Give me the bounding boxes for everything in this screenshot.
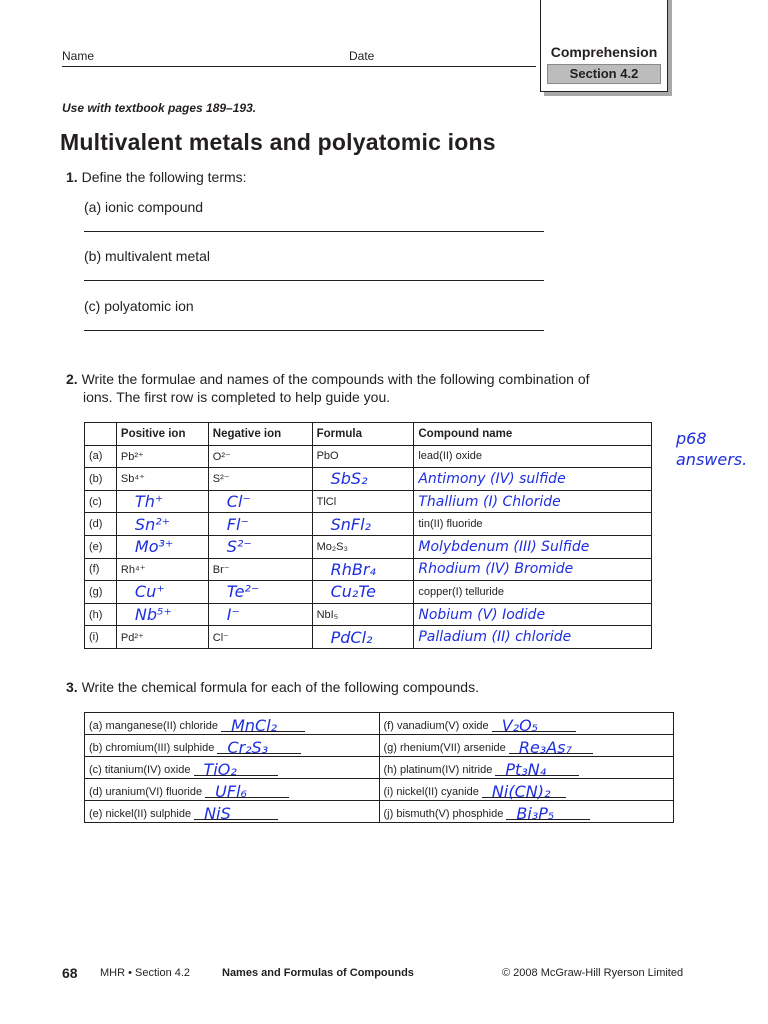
header-rule bbox=[62, 66, 536, 67]
formula-cell[interactable] bbox=[312, 558, 414, 581]
formula-answer-blank[interactable]: NiS bbox=[194, 804, 278, 820]
negative-ion-cell bbox=[208, 626, 312, 649]
negative-ion-cell[interactable] bbox=[208, 603, 312, 626]
positive-ion-cell bbox=[116, 558, 208, 581]
cell-text: (d) bbox=[89, 518, 103, 531]
section-tab bbox=[540, 0, 668, 92]
table-row bbox=[85, 801, 674, 823]
formula-answer-blank[interactable]: Pt₃N₄ bbox=[495, 760, 579, 776]
ion-table-header bbox=[85, 423, 652, 446]
margin-note-line: answers. bbox=[676, 450, 748, 469]
table-row bbox=[85, 603, 652, 626]
q2-number: 2. bbox=[66, 371, 78, 387]
formula-cell[interactable] bbox=[312, 581, 414, 604]
handwritten-answer: Antimony (IV) sulfide bbox=[418, 470, 566, 487]
cell-text: Pd²⁺ bbox=[120, 631, 144, 644]
cell-text: tin(II) fluoride bbox=[418, 518, 483, 531]
compound-name-cell bbox=[414, 581, 652, 604]
header-cell: Compound name bbox=[414, 423, 652, 446]
table-row bbox=[85, 735, 674, 757]
textbook-note: Use with textbook pages 189–193. bbox=[62, 101, 257, 115]
cell-text: (c) bbox=[89, 495, 102, 508]
formula-cell bbox=[312, 535, 414, 558]
positive-ion-cell[interactable] bbox=[116, 603, 208, 626]
row-label bbox=[85, 558, 117, 581]
compound-name-cell[interactable] bbox=[414, 535, 652, 558]
cell-text: S²⁻ bbox=[212, 473, 230, 486]
table-row bbox=[85, 445, 652, 468]
formula-answer-blank[interactable]: Cr₂S₃ bbox=[217, 738, 301, 754]
footer-copyright: © 2008 McGraw-Hill Ryerson Limited bbox=[502, 967, 684, 979]
formula-question-cell bbox=[379, 735, 674, 757]
cell-text: Br⁻ bbox=[212, 563, 230, 576]
formula-answer-blank[interactable]: Re₃As₇ bbox=[509, 738, 593, 754]
handwritten-answer: Cl⁻ bbox=[226, 492, 251, 512]
formula-answer-blank[interactable]: UFl₆ bbox=[205, 782, 289, 798]
cell-text: O²⁻ bbox=[212, 450, 231, 463]
header-cell: Negative ion bbox=[208, 423, 312, 446]
handwritten-answer: Palladium (II) chloride bbox=[418, 629, 572, 646]
table-row bbox=[85, 468, 652, 491]
page-title: Multivalent metals and polyatomic ions bbox=[60, 129, 496, 155]
negative-ion-cell bbox=[208, 445, 312, 468]
compound-name-cell[interactable] bbox=[414, 468, 652, 491]
handwritten-answer: Te²⁻ bbox=[226, 582, 260, 602]
q1-item-a: (a) ionic compound bbox=[84, 199, 204, 215]
formula-answer-blank[interactable]: V₂O₅ bbox=[492, 716, 576, 732]
date-label: Date bbox=[349, 49, 375, 63]
handwritten-answer: Cu₂Te bbox=[330, 582, 376, 602]
cell-text: NbI₅ bbox=[316, 608, 339, 621]
positive-ion-cell[interactable] bbox=[116, 581, 208, 604]
compound-label: (c) titanium(IV) oxide bbox=[89, 763, 191, 776]
negative-ion-cell[interactable] bbox=[208, 513, 312, 536]
positive-ion-cell bbox=[116, 445, 208, 468]
header-cell bbox=[85, 423, 117, 446]
q1 bbox=[66, 169, 247, 185]
compound-name-cell[interactable] bbox=[414, 490, 652, 513]
row-label bbox=[85, 445, 117, 468]
header-cell: Formula bbox=[312, 423, 414, 446]
compound-name-cell[interactable] bbox=[414, 558, 652, 581]
negative-ion-cell bbox=[208, 558, 312, 581]
cell-text: (g) bbox=[89, 585, 103, 598]
ion-table bbox=[84, 422, 652, 649]
cell-text: (f) bbox=[89, 563, 100, 576]
table-row bbox=[85, 581, 652, 604]
cell-text: (b) bbox=[89, 472, 103, 485]
page-number: 68 bbox=[62, 965, 78, 981]
handwritten-answer: Thallium (I) Chloride bbox=[418, 493, 561, 510]
formula-question-cell bbox=[85, 713, 380, 735]
handwritten-answer: Nb⁵⁺ bbox=[134, 605, 172, 625]
formula-question-cell bbox=[379, 779, 674, 801]
table-row bbox=[85, 558, 652, 581]
formula-question-cell bbox=[85, 779, 380, 801]
row-label bbox=[85, 468, 117, 491]
q1-number: 1. bbox=[66, 169, 78, 185]
handwritten-answer: RhBr₄ bbox=[330, 559, 376, 579]
header-cell: Positive ion bbox=[116, 423, 208, 446]
table-row bbox=[85, 779, 674, 801]
positive-ion-cell[interactable] bbox=[116, 535, 208, 558]
cell-text: Cl⁻ bbox=[212, 631, 229, 644]
footer-chapter: Names and Formulas of Compounds bbox=[222, 967, 414, 979]
answer-line-b[interactable] bbox=[84, 280, 544, 281]
compound-label: (a) manganese(II) chloride bbox=[89, 719, 219, 732]
table-row bbox=[85, 513, 652, 536]
compound-name-cell[interactable] bbox=[414, 603, 652, 626]
compound-label: (e) nickel(II) sulphide bbox=[89, 807, 192, 820]
q1-item-b: (b) multivalent metal bbox=[84, 248, 211, 264]
answer-line-c[interactable] bbox=[84, 330, 544, 331]
handwritten-answer: Rhodium (IV) Bromide bbox=[418, 561, 574, 578]
row-label bbox=[85, 581, 117, 604]
formula-answer-blank[interactable]: MnCl₂ bbox=[221, 716, 305, 732]
formula-question-cell bbox=[379, 801, 674, 823]
cell-text: Rh⁴⁺ bbox=[120, 563, 146, 576]
table-row bbox=[85, 535, 652, 558]
formula-question-cell bbox=[85, 757, 380, 779]
formula-cell[interactable] bbox=[312, 468, 414, 491]
compound-label: (h) platinum(IV) nitride bbox=[383, 763, 493, 776]
formula-cell bbox=[312, 445, 414, 468]
compound-label: (b) chromium(III) sulphide bbox=[89, 741, 215, 754]
row-label bbox=[85, 513, 117, 536]
positive-ion-cell bbox=[116, 626, 208, 649]
row-label bbox=[85, 626, 117, 649]
cell-text: (a) bbox=[89, 450, 103, 463]
negative-ion-cell[interactable] bbox=[208, 490, 312, 513]
formula-cell bbox=[312, 490, 414, 513]
handwritten-answer: Mo³⁺ bbox=[134, 537, 174, 557]
row-label bbox=[85, 603, 117, 626]
handwritten-answer: SbS₂ bbox=[330, 469, 368, 489]
handwritten-answer: Sn²⁺ bbox=[134, 514, 171, 534]
handwritten-answer: I⁻ bbox=[226, 605, 240, 625]
q1-prompt: Define the following terms: bbox=[81, 169, 247, 185]
compound-name-cell[interactable] bbox=[414, 626, 652, 649]
negative-ion-cell[interactable] bbox=[208, 535, 312, 558]
q2 bbox=[66, 370, 590, 406]
cell-text: copper(I) telluride bbox=[418, 585, 504, 598]
formula-question-cell bbox=[85, 801, 380, 823]
handwritten-answer: Th⁺ bbox=[134, 492, 164, 512]
formula-question-cell bbox=[85, 735, 380, 757]
compound-name-cell bbox=[414, 513, 652, 536]
q2-prompt-line1: Write the formulae and names of the compounds with the following combination of bbox=[81, 371, 590, 387]
margin-note bbox=[676, 428, 747, 470]
compound-label: (j) bismuth(V) phosphide bbox=[383, 807, 504, 820]
cell-text: Pb²⁺ bbox=[120, 450, 144, 463]
compound-label: (g) rhenium(VII) arsenide bbox=[383, 741, 506, 754]
cell-text: lead(II) oxide bbox=[418, 450, 482, 463]
q3-number: 3. bbox=[66, 679, 78, 695]
formula-table bbox=[84, 712, 674, 823]
handwritten-answer: S²⁻ bbox=[226, 537, 252, 557]
cell-text: Mo₂S₃ bbox=[316, 540, 348, 553]
cell-text: TlCl bbox=[316, 495, 337, 508]
table-row bbox=[85, 626, 652, 649]
name-label: Name bbox=[62, 49, 95, 63]
handwritten-answer: PdCl₂ bbox=[330, 627, 373, 647]
tab-title: Comprehension bbox=[550, 44, 658, 60]
compound-label: (d) uranium(VI) fluoride bbox=[89, 785, 203, 798]
cell-text: PbO bbox=[316, 450, 339, 463]
row-label bbox=[85, 535, 117, 558]
compound-label: (f) vanadium(V) oxide bbox=[383, 719, 489, 732]
formula-answer-blank[interactable]: Bi₃P₅ bbox=[506, 804, 590, 820]
handwritten-answer: Molybdenum (III) Sulfide bbox=[418, 538, 590, 555]
handwritten-answer: Fl⁻ bbox=[226, 514, 249, 534]
q3-prompt: Write the chemical formula for each of the following compounds. bbox=[81, 679, 479, 695]
negative-ion-cell[interactable] bbox=[208, 581, 312, 604]
answer-line-a[interactable] bbox=[84, 231, 544, 232]
negative-ion-cell bbox=[208, 468, 312, 491]
formula-answer-blank[interactable]: TiO₂ bbox=[194, 760, 278, 776]
q2-prompt-line2: ions. The first row is completed to help guide you. bbox=[83, 389, 391, 405]
row-label bbox=[85, 490, 117, 513]
cell-text: (h) bbox=[89, 608, 103, 621]
cell-text: (i) bbox=[89, 631, 99, 644]
margin-note-line: p68 bbox=[676, 429, 707, 448]
q1-item-c: (c) polyatomic ion bbox=[84, 298, 194, 314]
formula-answer-blank[interactable]: Ni(CN)₂ bbox=[482, 782, 566, 798]
formula-cell bbox=[312, 603, 414, 626]
footer-section: MHR • Section 4.2 bbox=[100, 967, 191, 979]
compound-label: (i) nickel(II) cyanide bbox=[383, 785, 479, 798]
tab-section-badge: Section 4.2 bbox=[547, 64, 661, 84]
cell-text: Sb⁴⁺ bbox=[120, 473, 145, 486]
table-row bbox=[85, 490, 652, 513]
handwritten-answer: Nobium (V) Iodide bbox=[418, 606, 546, 623]
handwritten-answer: SnFl₂ bbox=[330, 514, 371, 534]
positive-ion-cell[interactable] bbox=[116, 490, 208, 513]
q3 bbox=[66, 679, 479, 695]
positive-ion-cell bbox=[116, 468, 208, 491]
formula-question-cell bbox=[379, 713, 674, 735]
cell-text: (e) bbox=[89, 540, 103, 553]
formula-cell[interactable] bbox=[312, 513, 414, 536]
formula-cell[interactable] bbox=[312, 626, 414, 649]
table-row bbox=[85, 713, 674, 735]
compound-name-cell bbox=[414, 445, 652, 468]
table-row bbox=[85, 757, 674, 779]
formula-question-cell bbox=[379, 757, 674, 779]
positive-ion-cell[interactable] bbox=[116, 513, 208, 536]
handwritten-answer: Cu⁺ bbox=[134, 582, 165, 602]
